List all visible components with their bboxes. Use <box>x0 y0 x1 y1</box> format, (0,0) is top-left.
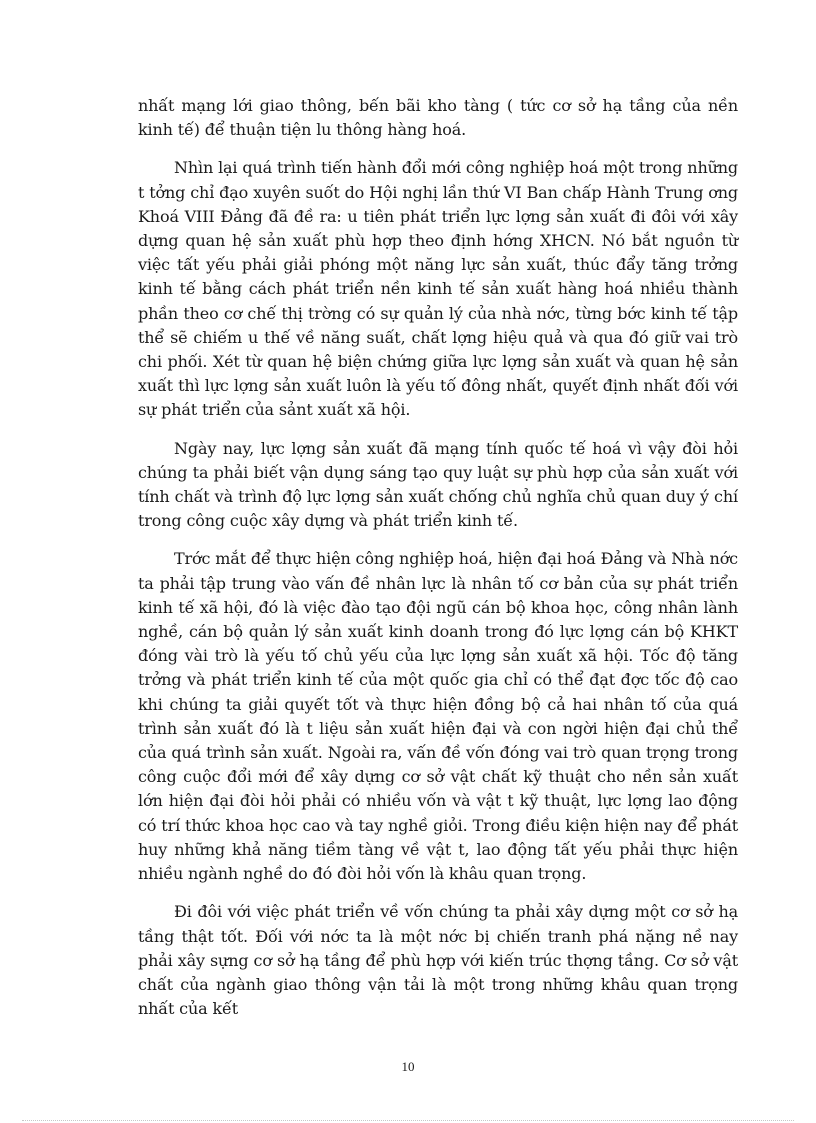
paragraph-human-resources: Trớc mắt để thực hiện công nghiệp hoá, hiện đại hoá Đảng và Nhà nớc ta phải tập trung vào vấn đề nhân lực là nhân tố cơ bản của sự phát triển kinh tế xã hội, đó là việc đào tạo đội ngũ cán bộ khoa học, công nhân lành nghề, cán bộ quản lý sản xuất kinh doanh trong đó lực lợng cán bộ KHKT đóng vài trò là yếu tố chủ yếu của lực lợng sản xuất xã hội. Tốc độ tăng trởng và phát triển kinh tế của một quốc gia chỉ có thể đạt đợc tốc độ cao khi chúng ta giải quyết tốt và thực hiện đồng bộ cả hai nhân tố của quá trình sản xuất đó là t liệu sản xuất hiện đại và con ngời hiện đại chủ thể của quá trình sản xuất. Ngoài ra, vấn đề vốn đóng vai trò quan trọng trong công cuộc đổi mới để xây dựng cơ sở vật chất kỹ thuật cho nền sản xuất lớn hiện đại đòi hỏi phải có nhiều vốn và vật t kỹ thuật, lực lợng lao động có trí thức khoa học cao và tay nghề giỏi. Trong điều kiện hiện nay để phát huy những khả năng tiềm tàng về vật t, lao động tất yếu phải thực hiện nhiều ngành nghề do đó đòi hỏi vốn là khâu quan trọng. <box>138 549 738 884</box>
paragraph-continuation: nhất mạng lới giao thông, bến bãi kho tàng ( tức cơ sở hạ tầng của nền kinh tế) để thuận tiện lu thông hàng hoá. <box>138 96 738 140</box>
page-number: 10 <box>401 1059 415 1074</box>
page-bottom-divider <box>22 1120 794 1121</box>
paragraph-infrastructure: Đi đôi với việc phát triển về vốn chúng ta phải xây dựng một cơ sở hạ tầng thật tốt. Đối với nớc ta là một nớc bị chiến tranh phá nặng nề nay phải xây sựng cơ sở hạ tầng để phù hợp với kiến trúc thợng tầng. Cơ sở vật chất của ngành giao thông vận tải là một trong những khâu quan trọng nhất của kết <box>138 902 738 1019</box>
paragraph-industrialization: Nhìn lại quá trình tiến hành đổi mới công nghiệp hoá một trong những t tởng chỉ đạo xuyên suốt do Hội nghị lần thứ VI Ban chấp Hành Trung ơng Khoá VIII Đảng đã đề ra: u tiên phát triển lực lợng sản xuất đi đôi với xây dựng quan hệ sản xuất phù hợp theo định hớng XHCN. Nó bắt nguồn từ việc tất yếu phải giải phóng một năng lực sản xuất, thúc đẩy tăng trởng kinh tế bằng cách phát triển nền kinh tế sản xuất hàng hoá nhiều thành phần theo cơ chế thị trờng có sự quản lý của nhà nớc, từng bớc kinh tế tập thể sẽ chiếm u thế về năng suất, chất lợng hiệu quả và qua đó giữ vai trò chi phối. Xét từ quan hệ biện chứng giữa lực lợng sản xuất và quan hệ sản xuất thì lực lợng sản xuất luôn là yếu tố đông nhất, quyết định nhất đối với sự phát triển của sảnt xuất xã hội. <box>138 158 738 420</box>
document-body <box>138 94 738 1035</box>
paragraph-productive-forces: Ngày nay, lực lợng sản xuất đã mạng tính quốc tế hoá vì vậy đòi hỏi chúng ta phải biết vận dụng sáng tạo quy luật sự phù hợp của sản xuất với tính chất và trình độ lực lợng sản xuất chống chủ nghĩa chủ quan duy ý chí trong công cuộc xây dựng và phát triển kinh tế. <box>138 438 738 531</box>
